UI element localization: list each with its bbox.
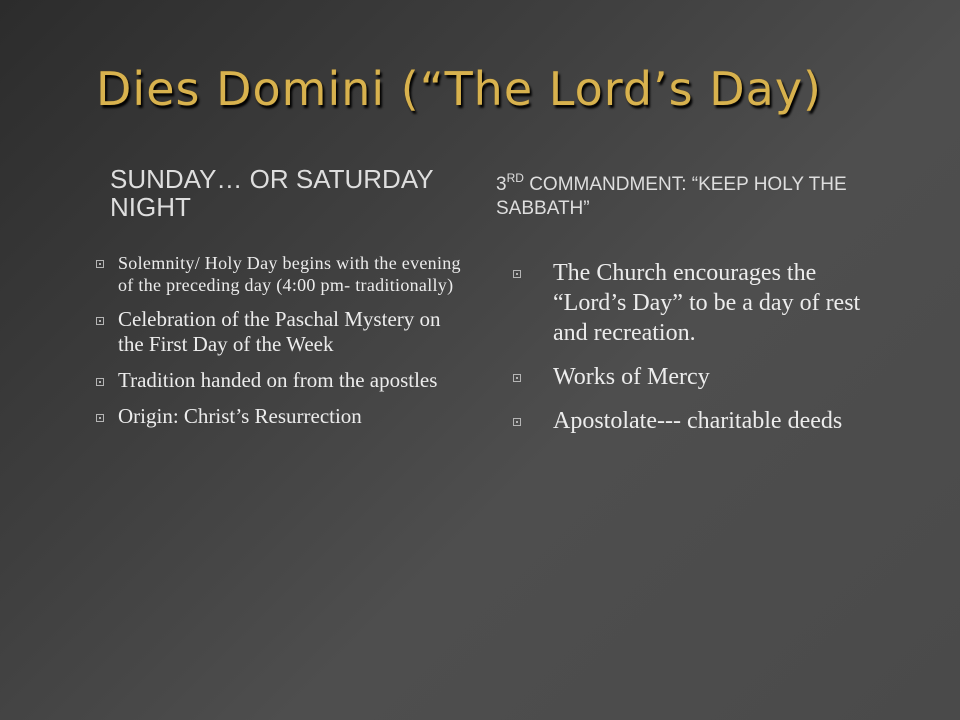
list-item (513, 406, 893, 436)
list-item (96, 404, 466, 429)
list-item (513, 362, 893, 392)
square-bullet-icon (513, 270, 521, 278)
list-item (96, 368, 466, 393)
square-bullet-icon (96, 378, 104, 386)
square-bullet-icon (513, 418, 521, 426)
square-bullet-icon (96, 414, 104, 422)
square-bullet-icon (96, 260, 104, 268)
list-item-text: Tradition handed on from the apostles (118, 368, 438, 392)
list-item-text: Apostolate--- charitable deeds (553, 408, 843, 434)
right-bullet-list (513, 258, 893, 450)
list-item (96, 252, 466, 296)
list-item-text: The Church encourages the “Lord’s Day” to be a day of rest and recreation. (553, 260, 861, 346)
list-item-text: Works of Mercy (553, 364, 710, 390)
list-item (513, 258, 893, 348)
right-column-heading (496, 173, 916, 221)
square-bullet-icon (96, 317, 104, 325)
slide-title: Dies Domini (“The Lord’s Day) (96, 62, 823, 116)
list-item-text: Solemnity/ Holy Day begins with the evening of the preceding day (4:00 pm- traditionally) (118, 253, 461, 295)
list-item-text: Origin: Christ’s Resurrection (118, 404, 362, 428)
heading-ordinal-suffix: RD (506, 171, 524, 185)
list-item (96, 307, 466, 357)
heading-text: COMMANDMENT: “KEEP HOLY THE SABBATH” (496, 174, 847, 219)
left-column-heading: SUNDAY… OR SATURDAY NIGHT (110, 164, 434, 222)
square-bullet-icon (513, 374, 521, 382)
list-item-text: Celebration of the Paschal Mystery on the First Day of the Week (118, 307, 441, 356)
heading-number: 3 (496, 174, 507, 195)
left-bullet-list (96, 252, 466, 440)
